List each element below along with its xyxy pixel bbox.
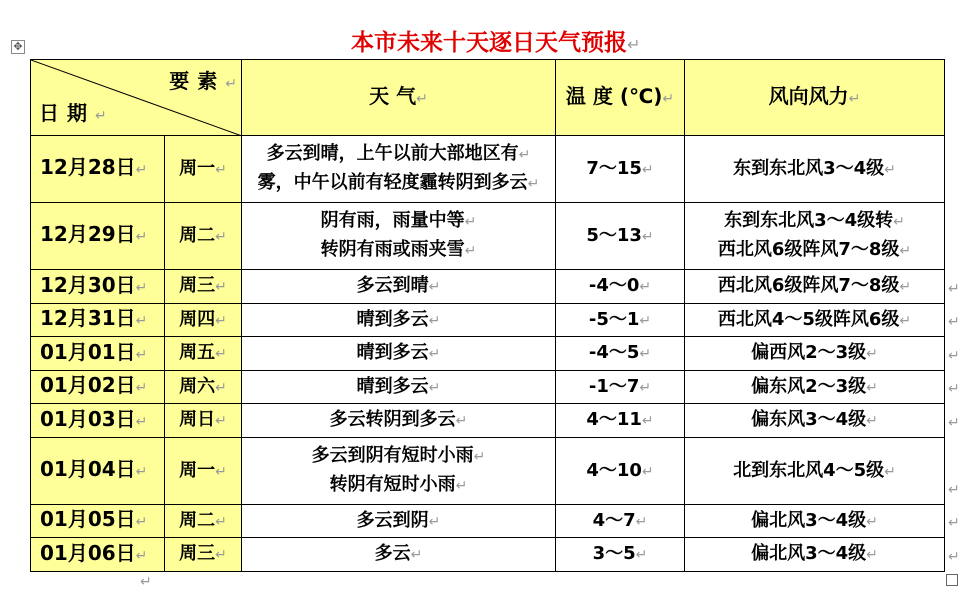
row-end-mark: ↵ <box>948 515 960 531</box>
table-row <box>31 337 945 371</box>
wind-line: 西北风6级阵风7～8级↵ <box>717 239 912 260</box>
weather-line: 转阴有雨或雨夹雪↵ <box>320 239 477 260</box>
weather-cell <box>242 270 556 304</box>
paragraph-mark: ↵ <box>140 574 152 590</box>
weather-line: 晴到多云↵ <box>356 308 441 330</box>
weather-line: 多云到阴↵ <box>356 509 441 531</box>
table-row <box>31 404 945 438</box>
wind-line: 偏西风2～3级↵ <box>751 342 878 363</box>
wind-cell <box>685 404 945 438</box>
wind-cell <box>685 304 945 337</box>
weekday-cell: 周三↵ <box>165 270 242 304</box>
wind-line: 偏东风3～4级↵ <box>751 409 878 430</box>
date-cell: 01月06日↵ <box>31 538 165 572</box>
date-cell: 01月03日↵ <box>31 404 165 438</box>
wind-line: 东到东北风3～4级↵ <box>733 157 896 179</box>
wind-cell <box>685 136 945 203</box>
forecast-table <box>30 59 945 572</box>
weather-cell <box>242 337 556 371</box>
temperature-cell: 3～5↵ <box>556 538 685 572</box>
header-wind: 风向风力↵ <box>685 60 945 136</box>
table-row <box>31 136 945 203</box>
wind-line: 北到东北风4～5级↵ <box>733 459 896 481</box>
wind-line: 西北风6级阵风7～8级↵ <box>717 275 912 296</box>
row-end-mark: ↵ <box>948 415 960 431</box>
weekday-cell: 周二↵ <box>165 203 242 270</box>
temperature-cell: 4～7↵ <box>556 505 685 538</box>
row-end-mark: ↵ <box>948 281 960 297</box>
wind-cell <box>685 538 945 572</box>
header-temperature: 温 度 (℃)↵ <box>556 60 685 136</box>
weather-line: 多云↵ <box>374 543 423 564</box>
weekday-cell: 周三↵ <box>165 538 242 572</box>
wind-cell <box>685 505 945 538</box>
weather-cell <box>242 136 556 203</box>
weather-line: 阴有雨，雨量中等↵ <box>320 210 477 231</box>
row-end-mark: ↵ <box>948 348 960 364</box>
table-move-handle[interactable]: ✥ <box>11 40 25 54</box>
wind-cell <box>685 438 945 505</box>
weather-line: 转阴有短时小雨↵ <box>329 474 468 495</box>
weather-cell <box>242 304 556 337</box>
weather-cell <box>242 538 556 572</box>
weather-cell <box>242 438 556 505</box>
date-cell: 01月04日↵ <box>31 438 165 505</box>
date-cell: 01月02日↵ <box>31 371 165 404</box>
wind-cell <box>685 337 945 371</box>
weather-line: 晴到多云↵ <box>356 342 441 363</box>
wind-cell <box>685 270 945 304</box>
wind-line: 偏北风3～4级↵ <box>751 543 878 564</box>
weekday-cell: 周二↵ <box>165 505 242 538</box>
header-corner-cell <box>31 60 242 136</box>
wind-line: 偏东风2～3级↵ <box>751 375 878 397</box>
date-cell: 12月29日↵ <box>31 203 165 270</box>
weather-line: 多云到晴，上午以前大部地区有↵ <box>266 143 531 164</box>
weekday-cell: 周一↵ <box>165 136 242 203</box>
header-row <box>31 60 945 136</box>
weekday-cell: 周一↵ <box>165 438 242 505</box>
weather-line: 晴到多云↵ <box>356 375 441 397</box>
temperature-cell: 4～11↵ <box>556 404 685 438</box>
weather-cell <box>242 505 556 538</box>
header-elements-label: 要素↵ <box>169 69 237 93</box>
date-cell: 12月31日↵ <box>31 304 165 337</box>
table-row <box>31 270 945 304</box>
temperature-cell: -5～1↵ <box>556 304 685 337</box>
row-end-mark: ↵ <box>948 381 960 397</box>
weekday-cell: 周六↵ <box>165 371 242 404</box>
wind-cell <box>685 203 945 270</box>
table-row <box>31 438 945 505</box>
temperature-cell: -4～5↵ <box>556 337 685 371</box>
wind-line: 西北风4～5级阵风6级↵ <box>717 308 912 330</box>
paragraph-mark: ↵ <box>627 35 641 54</box>
wind-line: 偏北风3～4级↵ <box>751 509 878 531</box>
header-weather: 天 气↵ <box>242 60 556 136</box>
table-row <box>31 203 945 270</box>
weather-line: 多云到晴↵ <box>356 275 441 296</box>
date-cell: 01月01日↵ <box>31 337 165 371</box>
row-end-mark: ↵ <box>948 482 960 498</box>
date-cell: 12月28日↵ <box>31 136 165 203</box>
weekday-cell: 周日↵ <box>165 404 242 438</box>
weather-cell <box>242 203 556 270</box>
header-date-label: 日期↵ <box>39 101 107 125</box>
table-resize-handle[interactable] <box>946 574 958 586</box>
weather-line: 多云转阴到多云↵ <box>329 409 468 430</box>
weather-cell <box>242 404 556 438</box>
temperature-cell: 4～10↵ <box>556 438 685 505</box>
wind-cell <box>685 371 945 404</box>
temperature-cell: 7～15↵ <box>556 136 685 203</box>
date-cell: 01月05日↵ <box>31 505 165 538</box>
temperature-cell: -4～0↵ <box>556 270 685 304</box>
table-row <box>31 371 945 404</box>
table-row <box>31 304 945 337</box>
row-end-mark: ↵ <box>948 549 960 565</box>
weather-line: 雾，中午以前有轻度霾转阴到多云↵ <box>257 172 540 193</box>
date-cell: 12月30日↵ <box>31 270 165 304</box>
weather-cell <box>242 371 556 404</box>
page-title: 本市未来十天逐日天气预报↵ <box>351 29 641 56</box>
weather-line: 多云到阴有短时小雨↵ <box>311 445 486 466</box>
weekday-cell: 周四↵ <box>165 304 242 337</box>
weekday-cell: 周五↵ <box>165 337 242 371</box>
row-end-mark: ↵ <box>948 314 960 330</box>
table-row <box>31 505 945 538</box>
temperature-cell: 5～13↵ <box>556 203 685 270</box>
table-row <box>31 538 945 572</box>
temperature-cell: -1～7↵ <box>556 371 685 404</box>
wind-line: 东到东北风3～4级转↵ <box>724 210 905 231</box>
